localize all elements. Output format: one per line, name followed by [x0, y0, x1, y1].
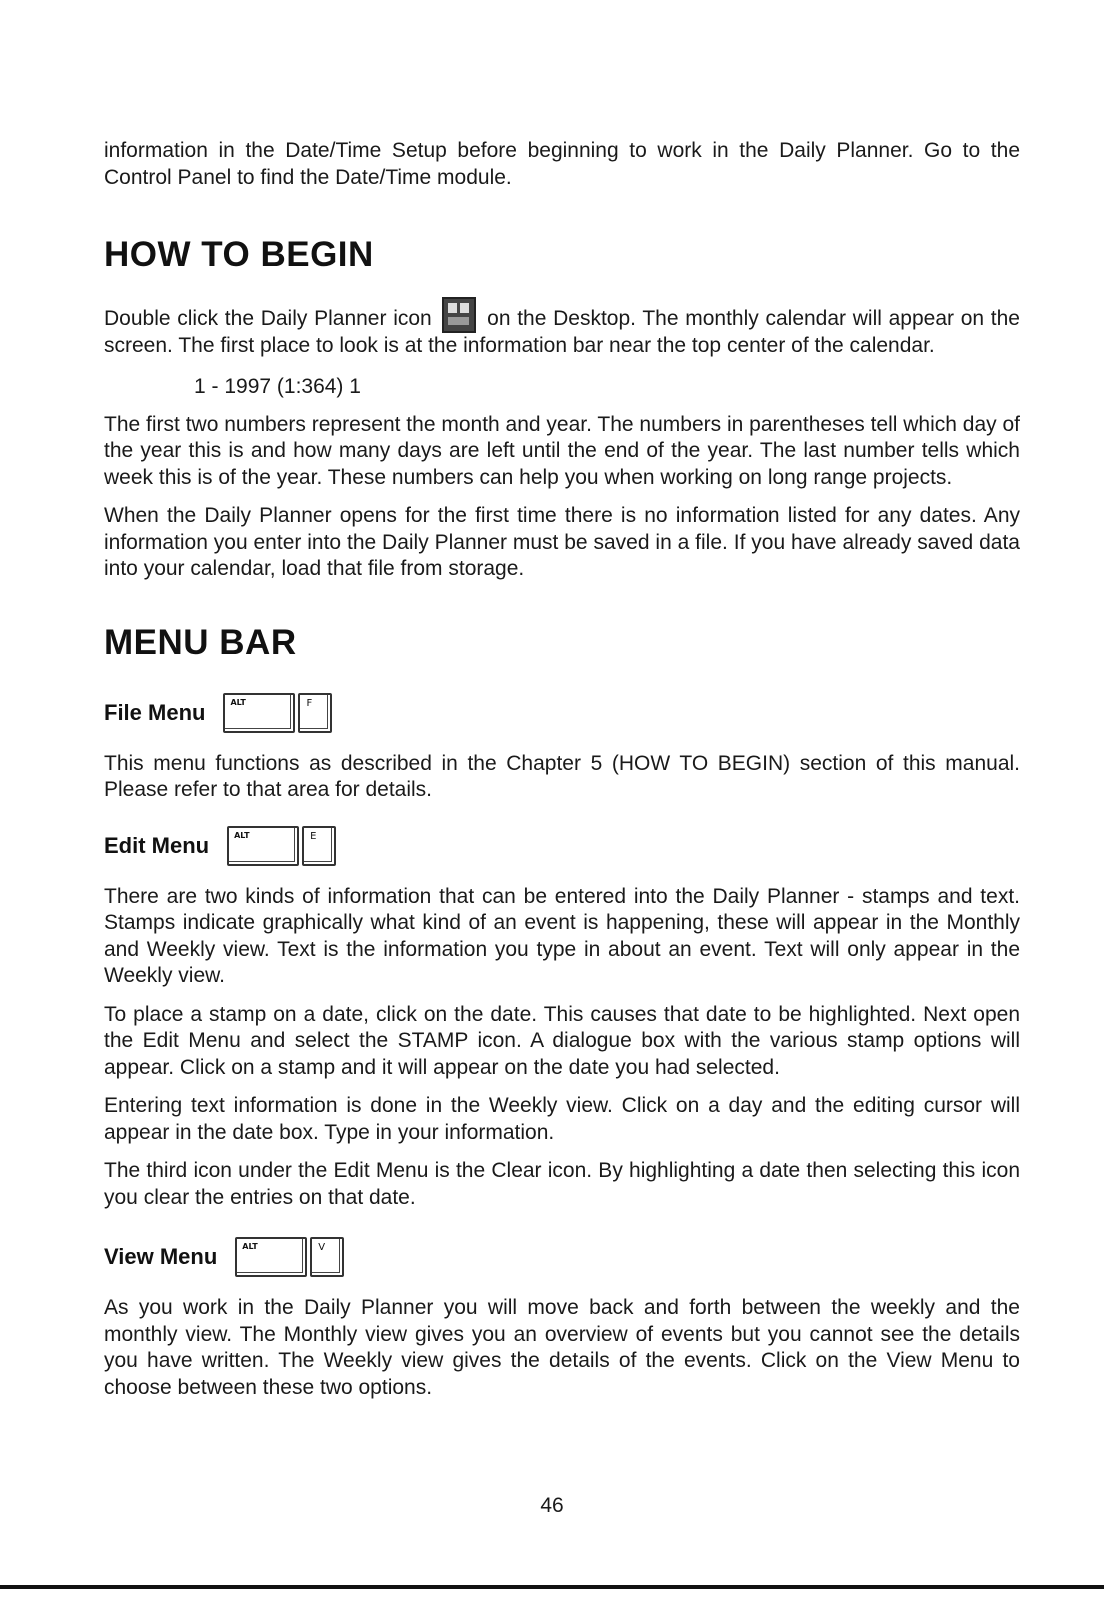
- view-menu-label: View Menu: [104, 1244, 218, 1269]
- info-bar-example: 1 - 1997 (1:364) 1: [194, 374, 361, 398]
- page-number: 46: [540, 1494, 564, 1517]
- alt-key-icon: ALT: [235, 1237, 307, 1277]
- page-content: [104, 138, 1020, 1401]
- alt-key-icon: ALT: [223, 693, 295, 733]
- intro-paragraph: information in the Date/Time Setup before beginning to work in the Daily Planner. Go to the Control Panel to find the Date/Time module.: [104, 139, 1020, 189]
- e-key-icon: E: [302, 826, 336, 866]
- view-menu-paragraph: As you work in the Daily Planner you will move back and forth between the weekly and the monthly view. The Monthly view gives you an overview of events but you cannot see the details you have written. The Weekly view gives the details of the events. Click on the View Menu to choose between these two options.: [104, 1296, 1020, 1399]
- heading-menu-bar: MENU BAR: [104, 622, 297, 662]
- edit-menu-paragraph-1: There are two kinds of information that can be entered into the Daily Planner - stamps and text. Stamps indicate graphically what kind of an event is happening, these will appear in the Monthly and Weekly view. Text is the information you type in about an event. Text will only appear in the Weekly view.: [104, 884, 1020, 987]
- edit-menu-label: Edit Menu: [104, 832, 210, 858]
- file-menu-label: File Menu: [104, 699, 206, 725]
- p1-before-icon: Double click the Daily Planner icon: [104, 307, 432, 330]
- file-menu-heading: [104, 693, 1020, 733]
- edit-menu-paragraph-3: Entering text information is done in the Weekly view. Click on a day and the editing cursor will appear in the date box. Type in your information.: [104, 1094, 1020, 1144]
- alt-key-icon: ALT: [227, 826, 299, 866]
- heading-how-to-begin: HOW TO BEGIN: [104, 235, 374, 274]
- edit-menu-heading: [104, 826, 1020, 866]
- f-key-icon: F: [298, 693, 332, 733]
- footer-rule: [0, 1585, 1104, 1589]
- how-to-begin-paragraph-3: When the Daily Planner opens for the first time there is no information listed for any dates. Any information you enter into the Daily Planner must be saved in a file. If you have already saved data into your calendar, load that file from storage.: [104, 504, 1020, 580]
- file-menu-paragraph: This menu functions as described in the Chapter 5 (HOW TO BEGIN) section of this manual. Please refer to that area for details.: [104, 751, 1020, 801]
- how-to-begin-paragraph-1: [104, 297, 1020, 360]
- daily-planner-icon: [442, 297, 476, 333]
- view-menu-heading: [104, 1237, 1020, 1277]
- edit-menu-paragraph-2: To place a stamp on a date, click on the date. This causes that date to be highlighted. Next open the Edit Menu and select the STAMP icon. A dialogue box with the various stamp options will appear. Click on a stamp and it will appear on the date you had selected.: [104, 1002, 1020, 1079]
- how-to-begin-paragraph-2: The first two numbers represent the month and year. The numbers in parentheses tell which day of the year this is and how many days are left until the end of the year. The last number tells which week this is of the year. These numbers can help you when working on long range projects.: [104, 412, 1020, 489]
- p1-after-icon: on the Desktop. The monthly calendar will appear on the screen. The first place to look is at the information bar near the top center of the calendar.: [104, 307, 1020, 357]
- v-key-icon: V: [310, 1237, 344, 1277]
- edit-menu-paragraph-4: The third icon under the Edit Menu is the Clear icon. By highlighting a date then selecting this icon you clear the entries on that date.: [104, 1159, 1020, 1209]
